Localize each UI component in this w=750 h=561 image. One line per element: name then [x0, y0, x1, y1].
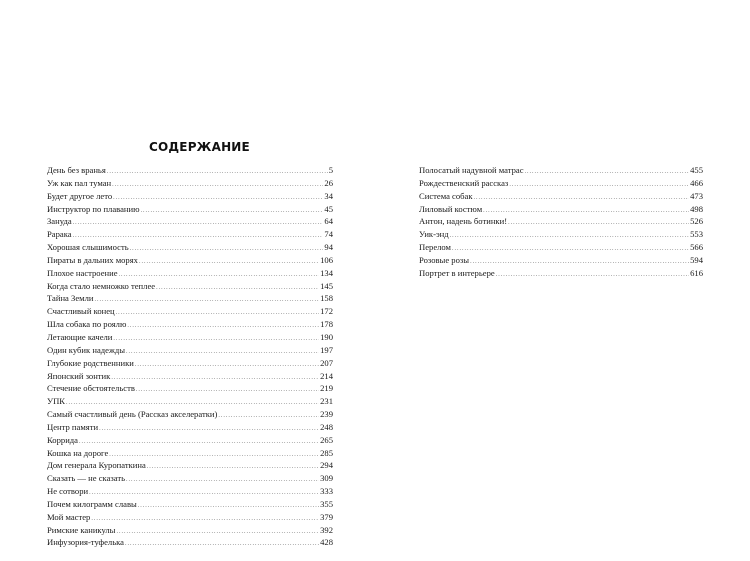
- toc-entry-page: 94: [324, 242, 333, 253]
- toc-entry-page: 64: [324, 216, 333, 227]
- dot-leader: [127, 320, 319, 333]
- toc-entry-page: 106: [320, 254, 333, 265]
- toc-entry: [47, 408, 333, 421]
- toc-entry: [47, 447, 333, 460]
- toc-entry-title: Римские каникулы: [47, 524, 116, 535]
- toc-entry-page: 145: [320, 280, 333, 291]
- toc-entry-title: Зануда: [47, 216, 72, 227]
- toc-entry-title: Инфузория-туфелька: [47, 537, 124, 548]
- toc-entry-page: 74: [324, 229, 333, 240]
- dot-leader: [130, 243, 324, 256]
- toc-entry: [419, 241, 703, 254]
- dot-leader: [496, 269, 689, 282]
- dot-leader: [125, 538, 319, 551]
- toc-entry-page: 248: [320, 421, 333, 432]
- toc-entry: [47, 434, 333, 447]
- dot-leader: [218, 410, 319, 423]
- toc-entry-page: 45: [324, 203, 333, 214]
- toc-entry-page: 566: [690, 242, 703, 253]
- toc-entry-page: 473: [690, 190, 703, 201]
- toc-entry: [47, 511, 333, 524]
- toc-entry: [47, 524, 333, 537]
- dot-leader: [450, 230, 689, 243]
- dot-leader: [91, 513, 319, 526]
- toc-entry-page: 616: [690, 267, 703, 278]
- toc-entry-title: Портрет в интерьере: [419, 267, 495, 278]
- toc-entry-page: 428: [320, 537, 333, 548]
- dot-leader: [525, 166, 690, 179]
- dot-leader: [111, 372, 319, 385]
- toc-entry-title: День без вранья: [47, 165, 106, 175]
- toc-entry-page: 333: [320, 486, 333, 497]
- dot-leader: [107, 166, 328, 179]
- toc-entry: [419, 267, 703, 280]
- toc-entry-page: 214: [320, 370, 333, 381]
- toc-entry: [47, 357, 333, 370]
- toc-entry: [419, 190, 703, 203]
- toc-entry: [47, 498, 333, 511]
- dot-leader: [483, 205, 689, 218]
- toc-entry-page: 158: [320, 293, 333, 304]
- dot-leader: [141, 205, 324, 218]
- dot-leader: [113, 333, 319, 346]
- toc-entry-title: Перелом: [419, 242, 451, 253]
- toc-entry: [47, 318, 333, 331]
- dot-leader: [139, 256, 319, 269]
- dot-leader: [79, 436, 319, 449]
- toc-entry-page: 466: [690, 177, 703, 188]
- toc-entry: [419, 164, 703, 177]
- toc-entry-page: 190: [320, 331, 333, 342]
- toc-entry-title: Лиловый костюм: [419, 203, 483, 214]
- toc-entry-title: Розовые розы: [419, 254, 470, 265]
- toc-entry-title: Система собак: [419, 190, 473, 201]
- dot-leader: [147, 461, 319, 474]
- toc-entry: [47, 370, 333, 383]
- toc-entry-title: Глубокие родственники: [47, 357, 134, 368]
- toc-entry: [419, 177, 703, 190]
- toc-entry-title: Тайна Земли: [47, 293, 94, 304]
- dot-leader: [509, 179, 689, 192]
- toc-entry-page: 355: [320, 498, 333, 509]
- toc-entry-title: Один кубик надежды: [47, 344, 126, 355]
- toc-entry-title: Стечение обстоятельств: [47, 383, 135, 394]
- toc-entry-page: 207: [320, 357, 333, 368]
- toc-entry: [47, 536, 333, 549]
- toc-entry-title: Кошка на дороге: [47, 447, 109, 458]
- toc-entry: [419, 254, 703, 267]
- toc-entry: [47, 472, 333, 485]
- toc-entry-title: Уж как пал туман: [47, 177, 112, 188]
- toc-entry-title: Уик-энд: [419, 229, 449, 240]
- toc-entry: [47, 203, 333, 216]
- dot-leader: [99, 423, 319, 436]
- toc-entry-title: Полосатый надувной матрас: [419, 165, 524, 175]
- toc-entry-title: Будет другое лето: [47, 190, 113, 201]
- dot-leader: [113, 192, 323, 205]
- toc-entry-title: Инструктор по плаванию: [47, 203, 140, 214]
- dot-leader: [470, 256, 689, 269]
- toc-entry-title: Японский зонтик: [47, 370, 111, 381]
- toc-entry-title: Счастливый конец: [47, 306, 115, 317]
- toc-entry: [47, 164, 333, 177]
- toc-entry-title: Шла собака по роялю: [47, 319, 127, 330]
- toc-entry-page: 379: [320, 511, 333, 522]
- toc-entry-page: 309: [320, 473, 333, 484]
- toc-entry-page: 526: [690, 216, 703, 227]
- dot-leader: [156, 282, 319, 295]
- toc-column-left: [47, 164, 333, 549]
- toc-entry-title: Сказать — не сказать: [47, 473, 126, 484]
- toc-entry: [47, 177, 333, 190]
- toc-entry: [47, 292, 333, 305]
- dot-leader: [136, 384, 319, 397]
- dot-leader: [116, 526, 319, 539]
- toc-entry: [47, 421, 333, 434]
- toc-entry-page: 285: [320, 447, 333, 458]
- toc-entry-page: 197: [320, 344, 333, 355]
- toc-entry-title: Самый счастливый день (Рассказ акселератки): [47, 409, 218, 420]
- toc-entry-title: Почем килограмм славы: [47, 498, 137, 509]
- toc-entry-title: Центр памяти: [47, 421, 99, 432]
- toc-entry: [47, 305, 333, 318]
- toc-entry: [47, 331, 333, 344]
- dot-leader: [116, 307, 319, 320]
- toc-entry-title: Плохое настроение: [47, 267, 118, 278]
- toc-entry-page: 34: [324, 190, 333, 201]
- toc-entry-page: 553: [690, 229, 703, 240]
- dot-leader: [474, 192, 690, 205]
- toc-column-right: [419, 164, 703, 280]
- toc-entry-page: 594: [690, 254, 703, 265]
- toc-entry-page: 239: [320, 409, 333, 420]
- toc-entry-title: Пираты в дальних морях: [47, 254, 138, 265]
- toc-entry-page: 455: [690, 165, 703, 175]
- dot-leader: [73, 217, 324, 230]
- toc-entry: [47, 254, 333, 267]
- toc-entry: [47, 395, 333, 408]
- toc-entry-page: 134: [320, 267, 333, 278]
- toc-entry-title: Коррида: [47, 434, 78, 445]
- toc-entry-page: 392: [320, 524, 333, 535]
- toc-entry-page: 5: [328, 165, 333, 175]
- toc-entry-page: 498: [690, 203, 703, 214]
- toc-entry-title: Рарака: [47, 229, 72, 240]
- toc-entry: [47, 485, 333, 498]
- toc-entry: [419, 203, 703, 216]
- dot-leader: [126, 346, 319, 359]
- toc-entry: [419, 228, 703, 241]
- toc-entry-page: 26: [324, 177, 333, 188]
- dot-leader: [135, 359, 319, 372]
- toc-entry-page: 219: [320, 383, 333, 394]
- toc-entry: [47, 190, 333, 203]
- toc-entry-page: 231: [320, 396, 333, 407]
- toc-entry-title: Когда стало немножко теплее: [47, 280, 156, 291]
- toc-entry-title: Мой мастер: [47, 511, 91, 522]
- dot-leader: [126, 474, 319, 487]
- toc-entry-title: УПК: [47, 396, 66, 407]
- dot-leader: [94, 294, 319, 307]
- toc-entry: [47, 382, 333, 395]
- toc-entry-page: 172: [320, 306, 333, 317]
- toc-entry-title: Антон, надень ботинки!: [419, 216, 508, 227]
- dot-leader: [508, 217, 689, 230]
- toc-entry: [419, 215, 703, 228]
- toc-entry-page: 265: [320, 434, 333, 445]
- toc-entry-page: 294: [320, 460, 333, 471]
- toc-entry: [47, 228, 333, 241]
- toc-entry: [47, 280, 333, 293]
- toc-entry: [47, 344, 333, 357]
- dot-leader: [452, 243, 689, 256]
- toc-entry: [47, 215, 333, 228]
- toc-entry-title: Летающие качели: [47, 331, 113, 342]
- toc-entry-title: Хорошая слышимость: [47, 242, 129, 253]
- toc-entry-title: Рождественский рассказ: [419, 177, 509, 188]
- dot-leader: [112, 179, 323, 192]
- page-title: СОДЕРЖАНИЕ: [149, 140, 250, 154]
- toc-entry-page: 178: [320, 319, 333, 330]
- toc-entry: [47, 459, 333, 472]
- toc-entry: [47, 241, 333, 254]
- dot-leader: [138, 500, 319, 513]
- toc-entry-title: Не сотвори: [47, 486, 89, 497]
- toc-entry-title: Дом генерала Куропаткина: [47, 460, 146, 471]
- toc-entry: [47, 267, 333, 280]
